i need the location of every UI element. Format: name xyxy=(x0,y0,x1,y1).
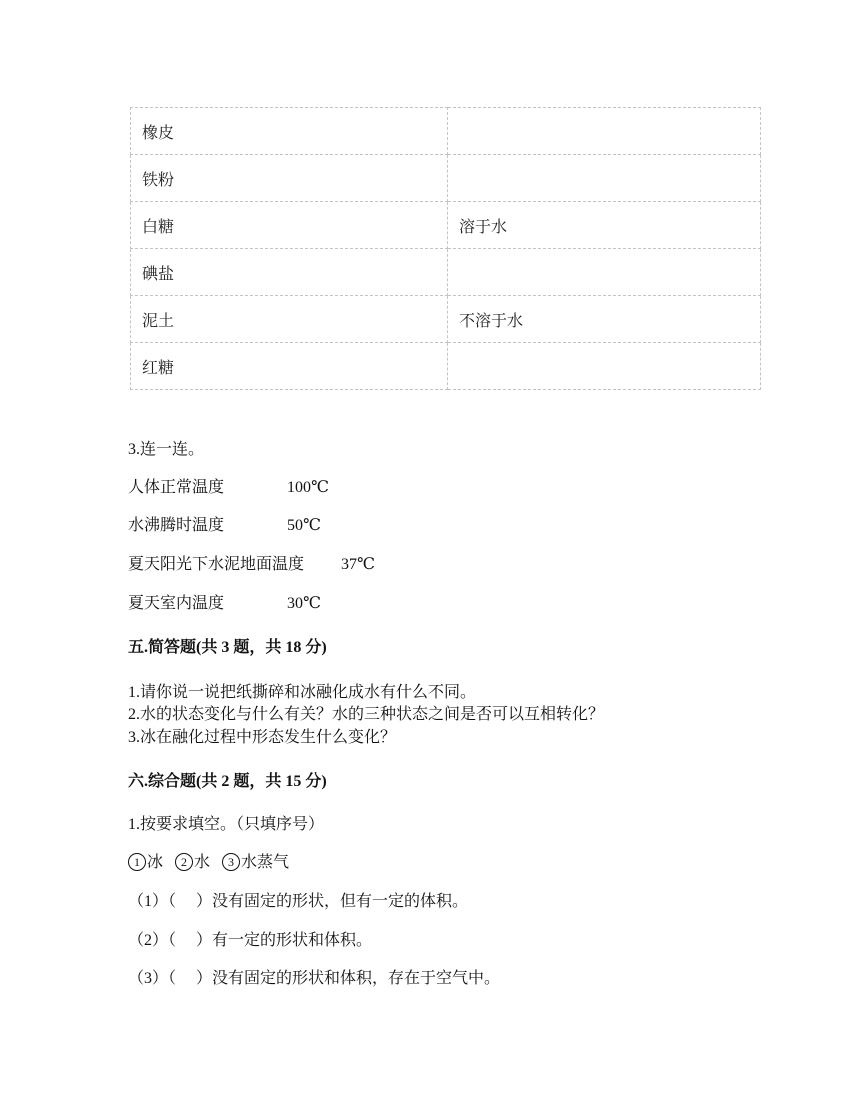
circled-number: 2 xyxy=(175,853,193,871)
short-answer-question: 1.请你说一说把纸撕碎和冰融化成水有什么不同。 xyxy=(128,684,477,701)
circled-number: 1 xyxy=(128,853,146,871)
table-row xyxy=(131,343,761,390)
fill-in-blank: （1）（ ）没有固定的形状，但有一定的体积。 xyxy=(128,893,469,910)
material-cell: 泥土 xyxy=(131,296,448,343)
material-cell: 橡皮 xyxy=(131,108,448,155)
match-right-item: 50℃ xyxy=(287,517,321,534)
material-cell: 碘盐 xyxy=(131,249,448,296)
short-answer-question: 3.冰在融化过程中形态发生什么变化？ xyxy=(128,729,397,746)
match-right-item: 37℃ xyxy=(341,556,375,573)
solubility-table xyxy=(130,107,761,390)
table-row xyxy=(131,155,761,202)
q3-title: 3.连一连。 xyxy=(128,441,205,458)
table-row xyxy=(131,108,761,155)
option-label: 水 xyxy=(194,854,211,871)
circled-number: 3 xyxy=(222,853,240,871)
table-row xyxy=(131,249,761,296)
material-cell: 红糖 xyxy=(131,343,448,390)
result-cell: 溶于水 xyxy=(448,202,761,249)
result-cell xyxy=(448,343,761,390)
fill-in-title: 1.按要求填空。（只填序号） xyxy=(128,816,325,833)
result-cell xyxy=(448,249,761,296)
fill-in-blank: （2）（ ）有一定的形状和体积。 xyxy=(128,932,373,949)
match-left-item: 夏天室内温度 xyxy=(128,595,225,612)
table-row xyxy=(131,202,761,249)
section6-heading: 六.综合题(共 2 题，共 15 分) xyxy=(128,773,327,790)
option-label: 冰 xyxy=(147,854,164,871)
match-left-item: 水沸腾时温度 xyxy=(128,517,225,534)
match-left-item: 夏天阳光下水泥地面温度 xyxy=(128,556,305,573)
option-label: 水蒸气 xyxy=(241,854,290,871)
table-row xyxy=(131,296,761,343)
section5-heading: 五.简答题(共 3 题，共 18 分) xyxy=(128,639,327,656)
result-cell xyxy=(448,155,761,202)
material-cell: 铁粉 xyxy=(131,155,448,202)
options-line xyxy=(128,853,289,873)
result-cell: 不溶于水 xyxy=(448,296,761,343)
match-right-item: 30℃ xyxy=(287,595,321,612)
short-answer-question: 2.水的状态变化与什么有关？水的三种状态之间是否可以互相转化？ xyxy=(128,706,605,723)
result-cell xyxy=(448,108,761,155)
fill-in-blank: （3）（ ）没有固定的形状和体积，存在于空气中。 xyxy=(128,970,501,987)
material-cell: 白糖 xyxy=(131,202,448,249)
match-right-item: 100℃ xyxy=(287,479,329,496)
match-left-item: 人体正常温度 xyxy=(128,479,225,496)
